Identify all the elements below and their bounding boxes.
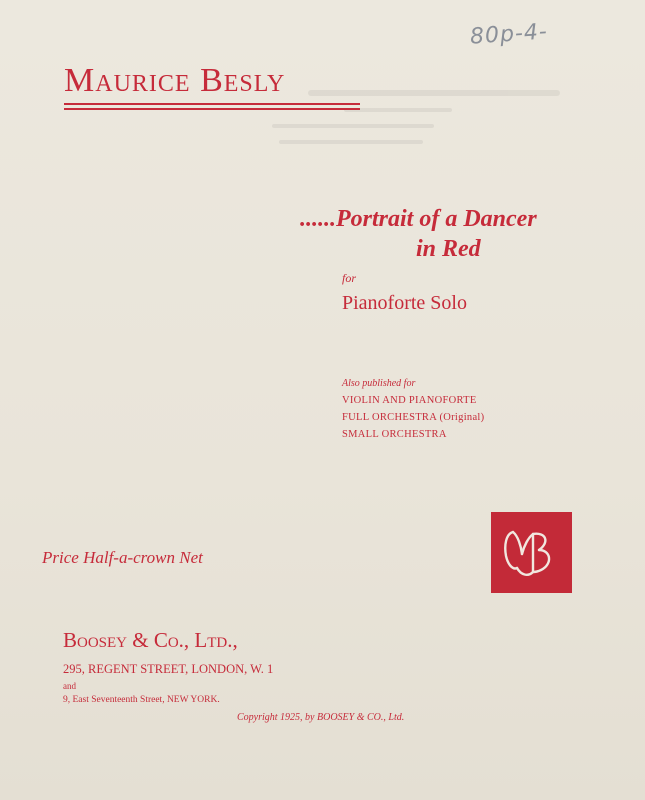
publisher-address-newyork: 9, East Seventeenth Street, NEW YORK.: [63, 695, 220, 705]
also-published-item: FULL ORCHESTRA (Original): [342, 412, 485, 423]
title-rule-top: [64, 103, 360, 105]
piece-title-line2: in Red: [416, 236, 481, 262]
price-note: Price Half-a-crown Net: [42, 548, 203, 567]
instrument-label: Pianoforte Solo: [342, 292, 467, 314]
publisher-address-london: 295, REGENT STREET, LONDON, W. 1: [63, 662, 274, 676]
address-connector: and: [63, 681, 76, 691]
also-published-item: SMALL ORCHESTRA: [342, 429, 447, 440]
for-label: for: [342, 271, 357, 285]
pencil-price-note: 80p-4-: [469, 19, 549, 50]
piece-title-line1: ......Portrait of a Dancer: [300, 206, 537, 232]
also-published-list: [342, 392, 484, 443]
publisher-name: Boosey & Co., Ltd.,: [63, 628, 238, 652]
also-published-item: VIOLIN AND PIANOFORTE: [342, 395, 477, 406]
title-rule-bottom: [64, 108, 360, 110]
composer-name: Maurice Besly: [64, 62, 286, 99]
copyright-notice: Copyright 1925, by BOOSEY & CO., Ltd.: [237, 712, 405, 723]
monogram-mb-icon: [491, 512, 572, 593]
also-published-heading: Also published for: [342, 378, 416, 389]
publisher-monogram-logo: [491, 512, 572, 593]
